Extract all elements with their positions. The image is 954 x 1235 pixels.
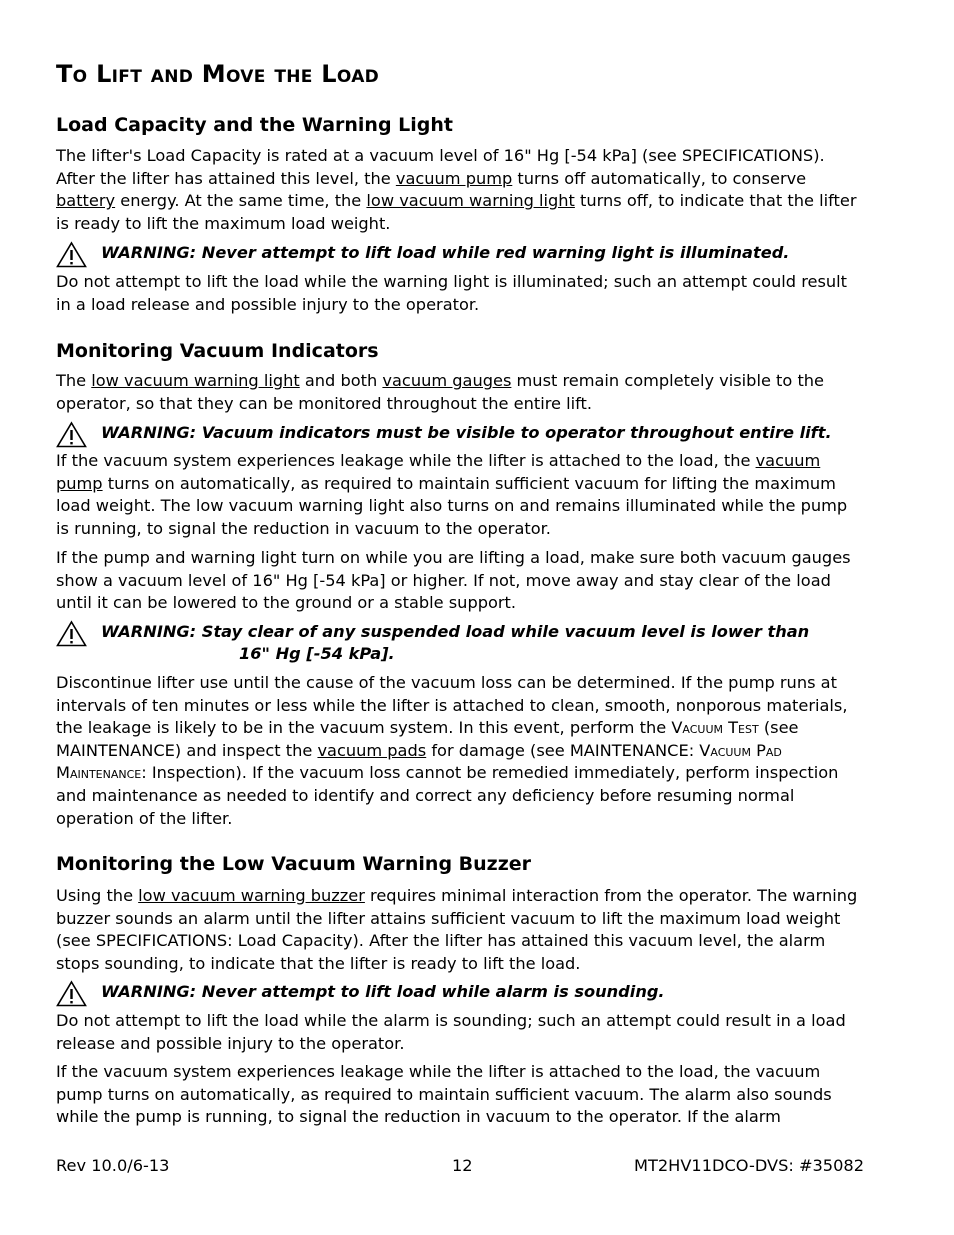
warning-text: WARNING: Vacuum indicators must be visible to operator throughout entire lift. xyxy=(101,423,832,442)
text-run: energy. At the same time, the xyxy=(115,191,367,211)
text-run: must remain completely visible to the operator, so that they can be monitored throughout the entire lift. xyxy=(56,371,825,413)
text-run: (see MAINTENANCE) and inspect the xyxy=(56,718,799,760)
warning-block xyxy=(56,620,864,670)
link-low-vacuum-warning-light[interactable]: low vacuum warning light xyxy=(366,191,575,211)
warning-triangle-icon xyxy=(56,241,87,268)
text-run: Discontinue lifter use until the cause of the vacuum loss can be determined. If the pump runs at intervals of ten minutes or less while the lifter is attached to clean, smooth, nonporous materials, the leakage is likely to be in the vacuum system. In this event, perform the xyxy=(56,673,848,738)
text-run: and both xyxy=(299,371,383,390)
page-title: To Lift and Move the Load xyxy=(56,60,380,88)
paragraph xyxy=(56,370,864,415)
ref-vacuum-pad-maintenance: Vacuum Pad Maintenance xyxy=(56,740,782,783)
paragraph xyxy=(56,145,864,235)
paragraph: Do not attempt to lift the load while the warning light is illuminated; such an attempt could result in a load release and possible injury to the operator. xyxy=(56,272,847,314)
warning-block xyxy=(56,421,864,449)
text-run: If the vacuum system experiences leakage while the lifter is attached to the load, the xyxy=(56,451,756,470)
text-run: The xyxy=(56,371,92,390)
warning-text: WARNING: Never attempt to lift load while alarm is sounding. xyxy=(101,982,665,1001)
text-run: requires minimal interaction from the operator. The warning buzzer sounds an alarm until the lifter attains sufficient vacuum to lift the maximum load weight (see SPECIFICATIONS: Load Capacity). After the lifter has attained this vacuum level, the alarm stops sounding, to indicate that the lifter is ready to lift the load. xyxy=(56,886,858,973)
footer-revision: Rev 10.0/6-13 xyxy=(56,1156,170,1175)
paragraph xyxy=(56,450,864,540)
text-run: turns on automatically, as required to maintain sufficient vacuum for lifting the maximum load weight. The low vacuum warning light also turns on and remains illuminated while the pump is running, to signal the reduction in vacuum to the operator. xyxy=(56,473,848,538)
link-low-vacuum-warning-buzzer[interactable]: low vacuum warning buzzer xyxy=(138,886,365,905)
text-run: turns off, to indicate that the lifter is ready to lift the maximum load weight. xyxy=(56,191,857,233)
link-vacuum-gauges[interactable]: vacuum gauges xyxy=(382,371,512,390)
warning-triangle-icon xyxy=(56,620,87,647)
warning-triangle-icon xyxy=(56,980,87,1007)
link-vacuum-pump[interactable]: vacuum pump xyxy=(56,451,821,493)
warning-triangle-icon xyxy=(56,421,87,448)
text-run: Using the xyxy=(56,886,139,905)
ref-vacuum-test: Vacuum Test xyxy=(671,718,759,738)
link-low-vacuum-warning-light[interactable]: low vacuum warning light xyxy=(91,371,300,390)
warning-text-continued: 16" Hg [-54 kPa]. xyxy=(239,644,395,663)
text-run: turns off automatically, to conserve xyxy=(512,168,807,188)
text-run: The lifter's Load Capacity is rated at a vacuum level of 16" Hg [-54 kPa] (see SPECIFICATIONS). After the lifter has attained this level, the xyxy=(56,146,825,188)
warning-block xyxy=(56,241,864,269)
section-heading-warning-buzzer: Monitoring the Low Vacuum Warning Buzzer xyxy=(56,853,532,875)
footer-page-number: 12 xyxy=(452,1156,473,1175)
paragraph xyxy=(56,672,864,830)
warning-text: WARNING: Never attempt to lift load while red warning light is illuminated. xyxy=(101,243,790,262)
link-vacuum-pads[interactable]: vacuum pads xyxy=(317,740,427,760)
section-heading-load-capacity: Load Capacity and the Warning Light xyxy=(56,114,453,136)
link-battery[interactable]: battery xyxy=(56,191,116,211)
footer-document-id: MT2HV11DCO-DVS: #35082 xyxy=(634,1156,864,1175)
paragraph: Do not attempt to lift the load while the alarm is sounding; such an attempt could result in a load release and possible injury to the operator. xyxy=(56,1011,846,1053)
paragraph: If the vacuum system experiences leakage while the lifter is attached to the load, the vacuum pump turns on automatically, as required to maintain sufficient vacuum. The alarm also sounds while the pump is running, to signal the reduction in vacuum to the operator. If the alarm xyxy=(56,1062,832,1127)
text-run: for damage (see MAINTENANCE: xyxy=(426,740,700,760)
text-run: : Inspection). If the vacuum loss cannot be remedied immediately, perform inspection and maintenance as needed to identify and correct any deficiency before resuming normal operation of the lifter. xyxy=(56,763,839,828)
paragraph xyxy=(56,885,864,975)
warning-text: WARNING: Stay clear of any suspended load while vacuum level is lower than xyxy=(101,622,810,641)
link-vacuum-pump[interactable]: vacuum pump xyxy=(395,168,513,188)
paragraph: If the pump and warning light turn on while you are lifting a load, make sure both vacuum gauges show a vacuum level of 16" Hg [-54 kPa] or higher. If not, move away and stay clear of the load until it can be lowered to the ground or a stable support. xyxy=(56,548,851,613)
section-heading-monitoring-vacuum: Monitoring Vacuum Indicators xyxy=(56,340,379,362)
warning-block xyxy=(56,980,864,1008)
